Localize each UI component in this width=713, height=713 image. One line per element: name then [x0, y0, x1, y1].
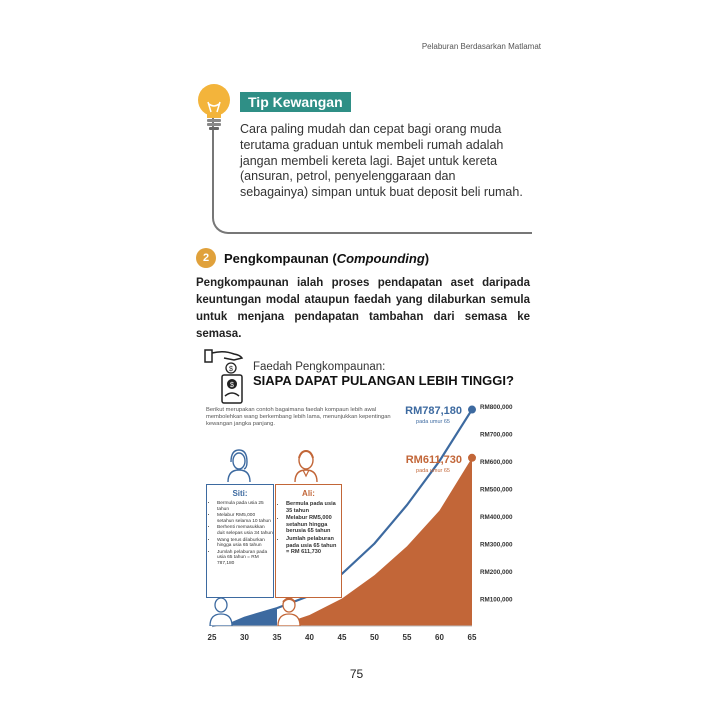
infographic-subtitle: Faedah Pengkompaunan: — [253, 361, 386, 373]
section-title-italic: Compounding — [336, 251, 425, 266]
ali-total-label: RM611,730 — [405, 454, 462, 466]
list-item: • Melabur RM5,000 setahun hingga berusia 65 tahun — [286, 515, 341, 535]
ali-figure-icon — [276, 596, 302, 626]
siti-points — [207, 501, 273, 567]
tip-title: Tip Kewangan — [240, 92, 351, 112]
list-item: • Jumlah pelaburan pada usia 65 tahun = RM 787,180 — [217, 550, 273, 567]
x-tick-label: 60 — [435, 633, 444, 642]
y-tick-label: RM300,000 — [480, 541, 513, 549]
list-item: • Melabur RM5,000 setahun selama 10 tahun — [217, 513, 273, 524]
lightbulb-icon — [196, 82, 232, 140]
y-tick-label: RM100,000 — [480, 596, 513, 604]
siti-name: Siti: — [232, 489, 248, 498]
x-tick-label: 35 — [272, 633, 282, 642]
section-number-badge: 2 — [196, 248, 216, 268]
list-item: • Berhenti memasukkan duit selepas usia 34 tahun — [217, 525, 273, 536]
ali-info-box — [275, 484, 342, 598]
section-title — [224, 251, 429, 266]
ali-total-sublabel: pada umur 65 — [416, 468, 450, 474]
siti-total-label: RM787,180 — [405, 405, 462, 417]
ali-points — [276, 501, 341, 556]
x-tick-label: 55 — [402, 633, 412, 642]
siti-total-sublabel: pada umur 65 — [416, 419, 450, 425]
section-title-end: ) — [424, 251, 430, 266]
ali-avatar-icon — [291, 448, 321, 482]
x-tick-label: 45 — [337, 633, 347, 642]
svg-text:$: $ — [230, 382, 234, 389]
list-item: • Wang terus dilaburkan hingga usia 65 tahun — [217, 538, 273, 549]
x-tick-label: 25 — [207, 633, 217, 642]
section-title-text: Pengkompaunan ( — [224, 251, 337, 266]
running-header: Pelaburan Berdasarkan Matlamat — [421, 42, 541, 51]
x-tick-label: 30 — [240, 633, 249, 642]
infographic-description: Berikut merupakan contoh bagaimana faedah kompaun lebih awal membolehkan wang berkembang lebih lama, menunjukkan kepentingan kewangan jangka panjang. — [206, 407, 391, 428]
x-tick-label: 50 — [370, 633, 379, 642]
y-tick-label: RM800,000 — [480, 404, 513, 411]
siti-figure-icon — [208, 596, 234, 626]
siti-info-box — [206, 484, 274, 598]
ali-end-point — [468, 454, 476, 462]
y-tick-label: RM600,000 — [480, 459, 513, 466]
list-item: • Jumlah pelaburan pada usia 65 tahun = RM 611,730 — [286, 536, 341, 556]
list-item: • Bermula pada usia 25 tahun — [217, 501, 273, 512]
y-tick-label: RM700,000 — [480, 431, 513, 439]
y-tick-label: RM500,000 — [480, 486, 513, 494]
y-tick-label: RM200,000 — [480, 569, 513, 576]
x-tick-label: 40 — [305, 633, 314, 642]
section-paragraph: Pengkompaunan ialah proses pendapatan aset daripada keuntungan modal ataupun faedah yang dilaburkan semula untuk menjana pendapatan tambahan dari semasa ke semasa. — [196, 277, 530, 340]
siti-avatar-icon — [224, 448, 254, 482]
siti-end-point — [468, 406, 476, 414]
ali-name: Ali: — [302, 489, 315, 498]
tip-text: Cara paling mudah dan cepat bagi orang muda terutama graduan untuk membeli rumah adalah jangan membeli kereta lagi. Bajet untuk kereta (ansuran, petrol, penyelenggaraan dan sebagainya) simpan untuk buat deposit beli rumah. — [240, 122, 523, 200]
x-tick-label: 65 — [467, 633, 477, 642]
list-item: • Bermula pada usia 35 tahun — [286, 501, 341, 514]
y-tick-label: RM400,000 — [480, 514, 513, 521]
infographic-title: SIAPA DAPAT PULANGAN LEBIH TINGGI? — [253, 373, 514, 388]
svg-text:$: $ — [229, 366, 233, 373]
page-number: 75 — [349, 667, 364, 681]
